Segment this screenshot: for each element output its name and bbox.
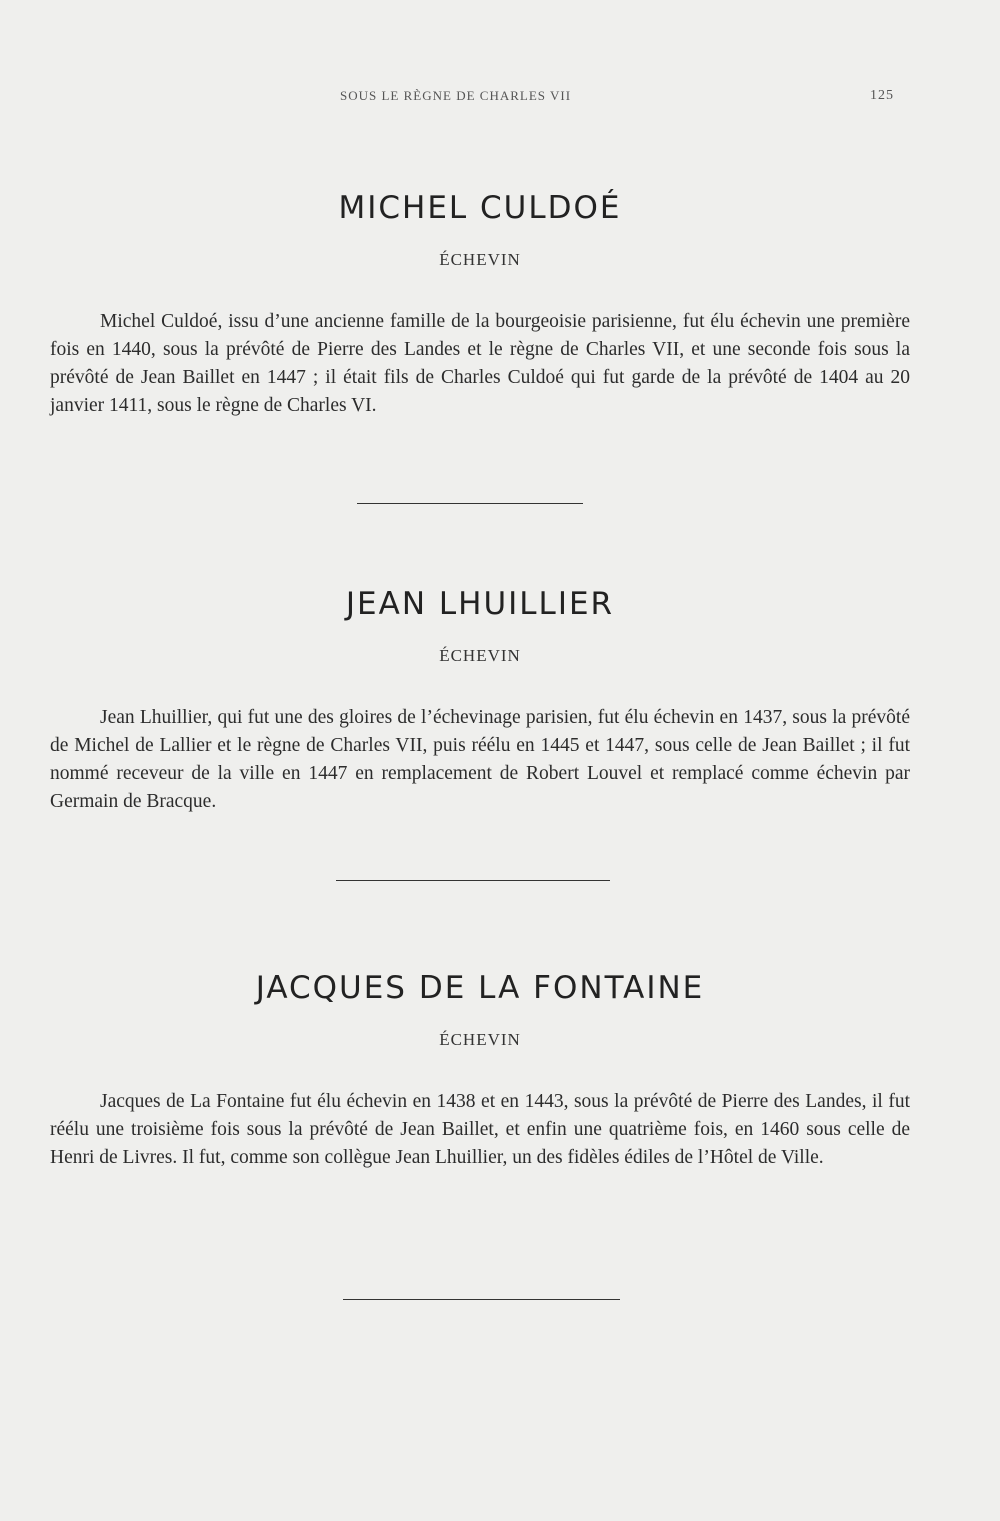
entry-name: JACQUES DE LA FONTAINE: [255, 970, 705, 1006]
section-divider: [357, 503, 583, 504]
entry-text: Jean Lhuillier, qui fut une des gloires de l’échevinage parisien, fut élu échevin en 1437, sous la prévôté de Michel de Lallier et le règne de Charles VII, puis réélu en 1445 et 1447, sous celle de Jean Baillet ; il fut nommé receveur de la ville en 1447 en remplacement de Robert Louvel et remplacé comme échevin par Germain de Bracque.: [50, 707, 910, 812]
page-number: 125: [870, 88, 894, 103]
entry-text: Jacques de La Fontaine fut élu échevin en 1438 et en 1443, sous la prévôté de Pierre des Landes, il fut réélu une troisième fois sous la prévôté de Jean Baillet, et enfin une quatrième fois, en 1460 sous celle de Henri de Livres. Il fut, comme son collègue Jean Lhuillier, un des fidèles édiles de l’Hôtel de Ville.: [50, 1091, 910, 1168]
section-divider: [336, 880, 610, 881]
entry-role: ÉCHEVIN: [439, 250, 521, 269]
section-divider: [343, 1299, 620, 1300]
entry-role: ÉCHEVIN: [439, 646, 521, 665]
entry-michel-culdoe: [50, 190, 910, 440]
entry-jean-lhuillier: [50, 586, 910, 836]
running-head-title: SOUS LE RÈGNE DE CHARLES VII: [340, 88, 572, 103]
entry-name: JEAN LHUILLIER: [345, 586, 615, 622]
entry-name: MICHEL CULDOÉ: [338, 190, 622, 226]
entry-role: ÉCHEVIN: [439, 1030, 521, 1049]
entry-jacques-de-la-fontaine: [50, 970, 910, 1192]
entry-text: Michel Culdoé, issu d’une ancienne famille de la bourgeoisie parisienne, fut élu échevin une première fois en 1440, sous la prévôté de Pierre des Landes et le règne de Charles VII, et une seconde fois sous la prévôté de Jean Baillet en 1447 ; il était fils de Charles Culdoé qui fut garde de la prévôté de 1404 au 20 janvier 1411, sous le règne de Charles VI.: [50, 311, 910, 416]
